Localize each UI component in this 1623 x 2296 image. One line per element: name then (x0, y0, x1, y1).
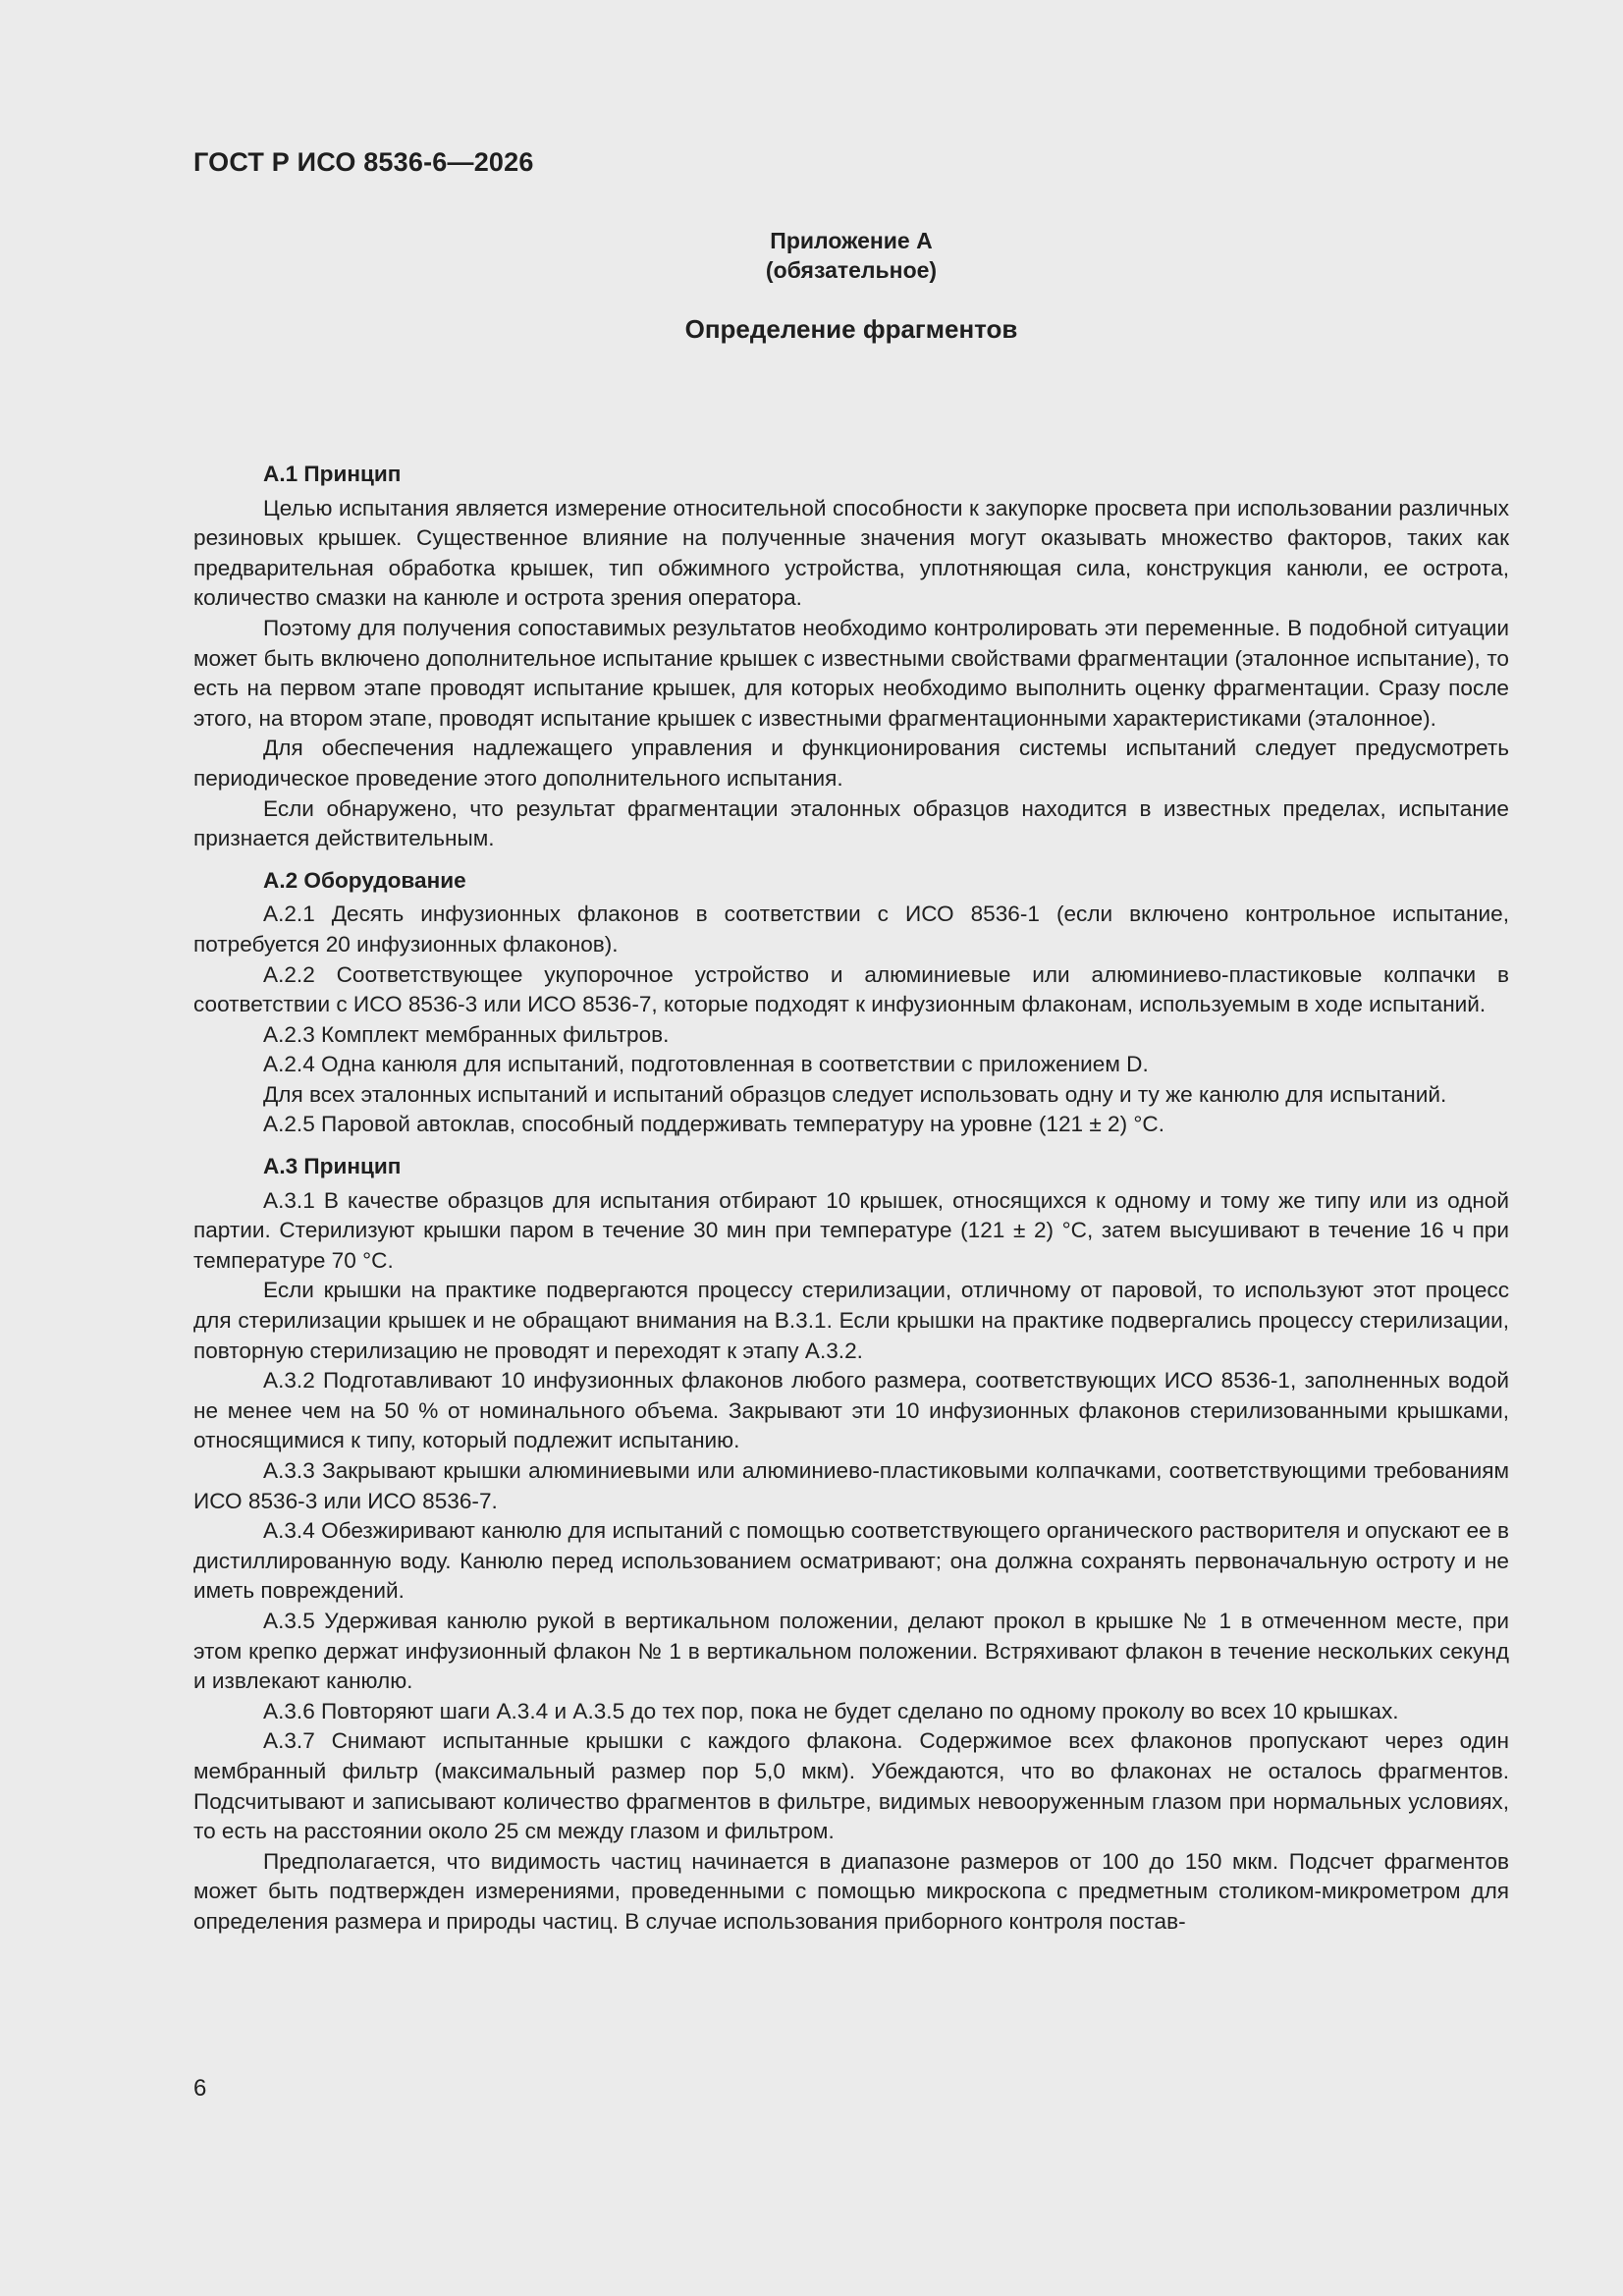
paragraph: А.2.3 Комплект мембранных фильтров. (263, 1021, 670, 1047)
annex-heading (193, 226, 1509, 345)
document-body (193, 460, 1509, 1938)
paragraph: Поэтому для получения сопоставимых результатов необходимо контролировать эти переменные. В подобной ситуации может быть включено дополнительное испытание крышек с известными свойствами фрагментации (эталонное испытание), то есть на первом этапе проводят испытание крышек, для которых необходимо выполнить оценку фрагментации. Сразу после этого, на втором этапе, проводят испытание крышек с известными фрагментационными характеристиками (эталонное). (193, 615, 1509, 731)
document-header-code: ГОСТ Р ИСО 8536-6—2026 (193, 147, 534, 177)
annex-title: Определение фрагментов (684, 314, 1018, 344)
paragraph: Предполагается, что видимость частиц начинается в диапазоне размеров от 100 до 150 мкм. Подсчет фрагментов может быть подтвержден измерениями, проведенными с помощью микроскопа с предметным столиком-микрометром для определения размера и природы частиц. В случае использования приборного контроля постав- (193, 1848, 1509, 1934)
paragraph: Для всех эталонных испытаний и испытаний образцов следует использовать одну и ту же канюлю для испытаний. (263, 1081, 1447, 1107)
section-a3 (193, 1152, 1509, 1937)
paragraph: А.3.6 Повторяют шаги А.3.4 и А.3.5 до тех пор, пока не будет сделано по одному проколу во всех 10 крышках. (263, 1698, 1399, 1723)
annex-label: Приложение А (770, 228, 933, 253)
paragraph: Целью испытания является измерение относительной способности к закупорке просвета при использовании различных резиновых крышек. Существенное влияние на полученные значения могут оказывать множество факторов, таких как предварительная обработка крышек, тип обжимного устройства, уплотняющая сила, конструкция канюли, ее острота, количество смазки на канюле и острота зрения оператора. (193, 495, 1509, 611)
paragraph: А.2.5 Паровой автоклав, способный поддерживать температуру на уровне (121 ± 2) °С. (263, 1112, 1165, 1137)
section-heading: А.2 Оборудование (263, 867, 466, 893)
section-a1 (193, 460, 1509, 854)
paragraph: А.2.1 Десять инфузионных флаконов в соответствии с ИСО 8536-1 (если включено контрольное испытание, потребуется 20 инфузионных флаконов). (193, 902, 1509, 957)
paragraph: А.3.3 Закрывают крышки алюминиевыми или алюминиево-пластиковыми колпачками, соответствующими требованиям ИСО 8536-3 или ИСО 8536-7. (193, 1458, 1509, 1513)
paragraph: А.3.7 Снимают испытанные крышки с каждого флакона. Содержимое всех флаконов пропускают через один мембранный фильтр (максимальный размер пор 5,0 мкм). Убеждаются, что во флаконах не осталось фрагментов. Подсчитывают и записывают количество фрагментов в фильтре, видимых невооруженным глазом при нормальных условиях, то есть на расстоянии около 25 см между глазом и фильтром. (193, 1728, 1509, 1844)
section-heading: А.3 Принцип (263, 1154, 402, 1179)
section-heading: А.1 Принцип (263, 462, 402, 486)
paragraph: Если крышки на практике подвергаются процессу стерилизации, отличному от паровой, то используют этот процесс для стерилизации крышек и не обращают внимания на В.3.1. Если крышки на практике подвергались процессу стерилизации, повторную стерилизацию не проводят и переходят к этапу А.3.2. (193, 1278, 1509, 1363)
paragraph: Если обнаружено, что результат фрагментации эталонных образцов находится в известных пределах, испытание признается действительным. (193, 795, 1509, 851)
paragraph: А.3.4 Обезжиривают канюлю для испытаний с помощью соответствующего органического растворителя и опускают ее в дистиллированную воду. Канюлю перед использованием осматривают; она должна сохранять первоначальную остроту и не иметь повреждений. (193, 1518, 1509, 1604)
paragraph: А.3.2 Подготавливают 10 инфузионных флаконов любого размера, соответствующих ИСО 8536-1, заполненных водой не менее чем на 50 % от номинального объема. Закрывают эти 10 инфузионных флаконов стерилизованными крышками, относящимися к типу, который подлежит испытанию. (193, 1368, 1509, 1453)
paragraph: Для обеспечения надлежащего управления и функционирования системы испытаний следует предусмотреть периодическое проведение этого дополнительного испытания. (193, 736, 1509, 791)
paragraph: А.3.1 В качестве образцов для испытания отбирают 10 крышек, относящихся к одному и тому же типу или из одной партии. Стерилизуют крышки паром в течение 30 мин при температуре (121 ± 2) °С, затем высушивают в течение 16 ч при температуре 70 °С. (193, 1187, 1509, 1273)
paragraph: А.2.4 Одна канюля для испытаний, подготовленная в соответствии с приложением D. (263, 1052, 1149, 1077)
section-a2 (193, 866, 1509, 1140)
paragraph: А.3.5 Удерживая канюлю рукой в вертикальном положении, делают прокол в крышке № 1 в отмеченном месте, при этом крепко держат инфузионный флакон № 1 в вертикальном положении. Встряхивают флакон в течение нескольких секунд и извлекают канюлю. (193, 1608, 1509, 1694)
annex-type: (обязательное) (765, 257, 938, 283)
paragraph: А.2.2 Соответствующее укупорочное устройство и алюминиевые или алюминиево-пластиковые колпачки в соответствии с ИСО 8536-3 или ИСО 8536-7, которые подходят к инфузионным флаконам, используемым в ходе испытаний. (193, 961, 1509, 1017)
page-number: 6 (193, 2075, 207, 2102)
